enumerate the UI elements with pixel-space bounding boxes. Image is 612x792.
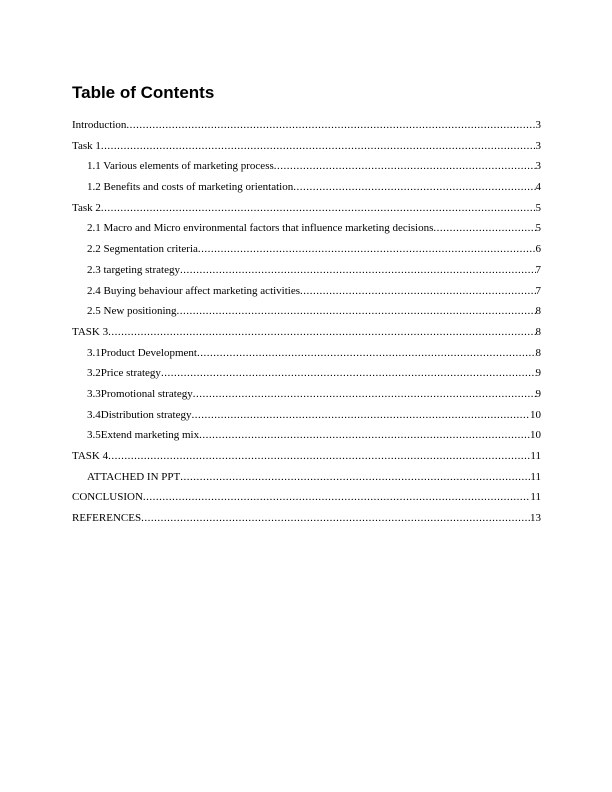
toc-entry-1-1[interactable] (72, 156, 541, 177)
toc-entry-task-1[interactable] (72, 136, 541, 157)
toc-page-number: 9 (535, 387, 541, 400)
toc-entry-1-2[interactable] (72, 177, 541, 198)
toc-entry-label: 2.5 New positioning (87, 305, 177, 318)
toc-dot-leader (143, 487, 531, 508)
toc-entry-label: 3.4Distribution strategy (87, 408, 192, 421)
toc-page-number: 7 (535, 284, 541, 297)
toc-dot-leader (433, 218, 535, 239)
toc-page-number: 6 (535, 243, 541, 256)
toc-page-number: 8 (535, 346, 541, 359)
toc-entry-3-5[interactable] (72, 425, 541, 446)
toc-dot-leader (108, 446, 530, 467)
toc-entry-label: Task 1 (72, 139, 101, 152)
toc-entry-label: 3.5Extend marketing mix (87, 429, 200, 442)
toc-dot-leader (293, 177, 535, 198)
toc-dot-leader (274, 156, 536, 177)
toc-entry-introduction[interactable] (72, 115, 541, 136)
toc-page-number: 8 (535, 305, 541, 318)
toc-entry-task-2[interactable] (72, 198, 541, 219)
toc-entry-2-4[interactable] (72, 281, 541, 302)
toc-dot-leader (197, 343, 536, 364)
toc-page-number: 7 (535, 263, 541, 276)
toc-entry-3-1[interactable] (72, 343, 541, 364)
toc-entry-conclusion[interactable] (72, 487, 541, 508)
toc-entry-task-3[interactable] (72, 322, 541, 343)
toc-entry-references[interactable] (72, 508, 541, 529)
toc-page-number: 8 (535, 325, 541, 338)
toc-dot-leader (193, 384, 536, 405)
toc-dot-leader (101, 198, 536, 219)
toc-page-number: 3 (535, 139, 541, 152)
toc-dot-leader (192, 405, 531, 426)
toc-entry-2-1[interactable] (72, 218, 541, 239)
toc-dot-leader (177, 301, 536, 322)
toc-entry-label: Task 2 (72, 201, 101, 214)
toc-entry-3-2[interactable] (72, 363, 541, 384)
toc-entry-label: Introduction (72, 119, 127, 131)
toc-entry-2-3[interactable] (72, 260, 541, 281)
toc-entry-2-2[interactable] (72, 239, 541, 260)
toc-page-number: 4 (535, 181, 541, 194)
toc-entry-3-4[interactable] (72, 405, 541, 426)
toc-dot-leader (101, 136, 536, 157)
toc-entry-label: TASK 3 (72, 325, 109, 338)
toc-page-number: 13 (530, 512, 541, 525)
toc-dot-leader (198, 239, 536, 260)
toc-entry-label: 2.4 Buying behaviour affect marketing activities (87, 284, 301, 297)
toc-entry-label: 1.1 Various elements of marketing process (87, 160, 274, 173)
toc-dot-leader (126, 115, 535, 136)
toc-entry-attached-in-ppt[interactable] (72, 467, 541, 488)
toc-page-number: 10 (530, 429, 541, 442)
toc-page-number: 11 (530, 450, 541, 462)
toc-entry-label: REFERENCES (72, 512, 142, 525)
toc-page-number: 9 (535, 367, 541, 380)
toc-dot-leader (180, 260, 536, 281)
toc-dot-leader (180, 467, 530, 488)
toc-entry-label: CONCLUSION (72, 491, 143, 504)
toc-entry-label: 2.3 targeting strategy (87, 263, 180, 276)
toc-page-number: 5 (535, 222, 541, 235)
toc-entry-label: 2.1 Macro and Micro environmental factors that influence marketing decisions (87, 222, 434, 235)
toc-entry-3-3[interactable] (72, 384, 541, 405)
toc-dot-leader (199, 425, 530, 446)
toc-page-number: 3 (535, 119, 541, 131)
toc-page-number: 5 (535, 201, 541, 214)
toc-entry-label: 3.2Price strategy (87, 367, 161, 380)
toc-entry-label: 1.2 Benefits and costs of marketing orientation (87, 181, 294, 194)
toc-entry-task-4[interactable] (72, 446, 541, 467)
toc-entry-label: TASK 4 (72, 450, 109, 462)
table-of-contents (72, 115, 541, 529)
toc-page-number: 11 (530, 491, 541, 504)
toc-dot-leader (300, 281, 535, 302)
toc-page-number: 10 (530, 408, 541, 421)
toc-page-number: 11 (530, 470, 541, 483)
toc-dot-leader (108, 322, 535, 343)
toc-entry-label: 3.1Product Development (87, 346, 197, 359)
toc-entry-label: 3.3Promotional strategy (87, 387, 193, 400)
toc-dot-leader (141, 508, 530, 529)
toc-title: Table of Contents (72, 83, 215, 102)
toc-entry-label: ATTACHED IN PPT (87, 470, 181, 483)
toc-page-number: 3 (535, 160, 541, 173)
toc-entry-2-5[interactable] (72, 301, 541, 322)
toc-dot-leader (161, 363, 536, 384)
toc-entry-label: 2.2 Segmentation criteria (87, 243, 198, 256)
